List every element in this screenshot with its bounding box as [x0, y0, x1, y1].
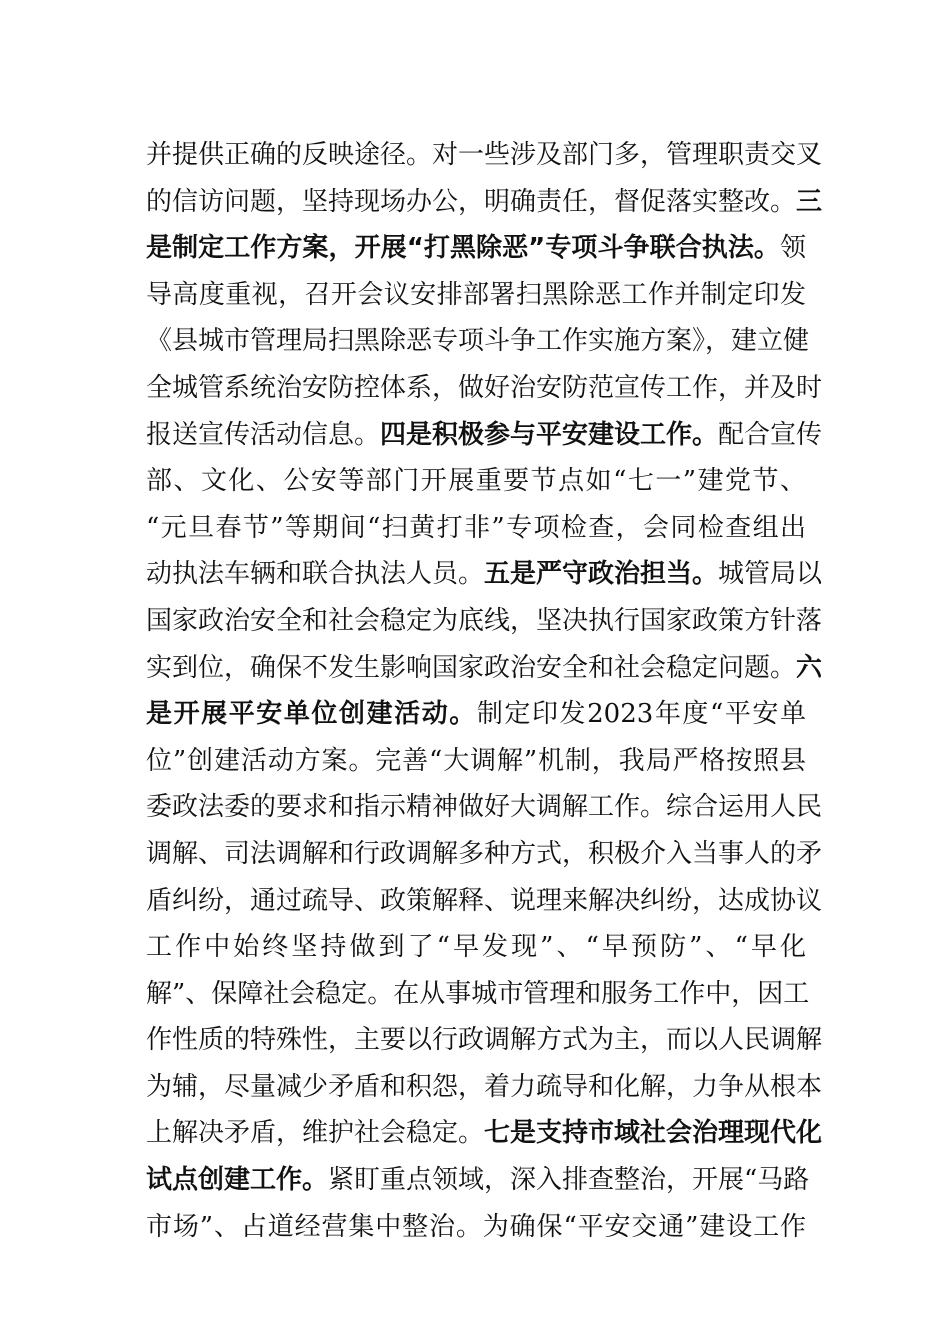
- text-segment: 配合宣传: [718, 419, 823, 450]
- text-segment: 国家政治安全和社会稳定为底线，坚决执行国家政策方针落: [146, 605, 823, 636]
- text-segment: 为辅，尽量减少矛盾和积怨，着力疏导和化解，力争从根本: [146, 1071, 823, 1102]
- text-line: [146, 645, 823, 692]
- text-line: [146, 365, 823, 412]
- text-line: [146, 784, 823, 831]
- text-segment: 的信访问题，坚持现场办公，明确责任，督促落实整改。: [146, 186, 797, 217]
- text-segment: 作性质的特殊性，主要以行政调解方式为主，而以人民调解: [146, 1025, 823, 1056]
- text-segment: 并提供正确的反映途径。对一些涉及部门多，管理职责交叉: [146, 140, 823, 170]
- text-segment: 报送宣传活动信息。: [146, 419, 381, 450]
- text-segment: 调解、司法调解和行政调解多种方式，积极介入当事人的矛: [146, 838, 823, 869]
- text-segment: 市场”、占道经营集中整治。为确保“平安交通”建设工作: [146, 1211, 806, 1242]
- text-line: [146, 458, 806, 505]
- text-segment: 动执法车辆和联合执法人员。: [146, 559, 485, 590]
- text-line: [146, 318, 810, 365]
- bold-text-segment: 七是支持市域社会治理现代化: [484, 1118, 823, 1149]
- text-segment: 导高度重视，召开会议安排部署扫黑除恶工作并制定印发: [146, 279, 806, 310]
- text-line: [146, 272, 806, 319]
- text-segment: 实到位，确保不发生影响国家政治安全和社会稳定问题。: [146, 652, 797, 683]
- bold-text-segment: 试点创建工作。: [146, 1165, 329, 1196]
- text-segment: 工作中始终坚持做到了“早发现”、“早预防”、“早化: [146, 932, 806, 963]
- text-line: [146, 1157, 810, 1204]
- text-segment: “元旦春节”等期间“扫黄打非”专项检查，会同检查组出: [146, 512, 806, 543]
- bold-text-segment: 是开展平安单位创建活动。: [146, 699, 477, 730]
- bold-text-segment: 五是严守政治担当。: [484, 559, 719, 590]
- text-line: [146, 1017, 823, 1064]
- text-line: [146, 1204, 806, 1251]
- text-line: [146, 831, 823, 878]
- text-line: [146, 598, 823, 645]
- text-line: [146, 971, 810, 1018]
- text-segment: 《县城市管理局扫黑除恶专项斗争工作实施方案》，建立健: [146, 326, 810, 357]
- text-line: [146, 412, 823, 459]
- text-segment: 盾纠纷，通过疏导、政策解释、说理来解决纠纷，达成协议: [146, 885, 823, 916]
- text-line: [146, 924, 806, 971]
- text-line: [146, 179, 823, 226]
- text-line: [146, 878, 823, 925]
- text-segment: 紧盯重点领域，深入排查整治，开展“马路: [328, 1165, 810, 1196]
- bold-text-segment: 三: [796, 186, 823, 217]
- text-segment: 领: [779, 233, 806, 264]
- text-line: [146, 551, 823, 598]
- text-line: [146, 225, 806, 272]
- text-segment: 城管局以: [718, 559, 823, 590]
- text-line: [146, 132, 823, 179]
- text-line: [146, 1110, 823, 1157]
- text-line: [146, 691, 806, 738]
- bold-text-segment: 六: [796, 652, 823, 683]
- text-segment: 位”创建活动方案。完善“大调解”机制，我局严格按照县: [146, 745, 806, 776]
- text-segment: 委政法委的要求和指示精神做好大调解工作。综合运用人民: [146, 792, 823, 823]
- body-text: [146, 132, 823, 1250]
- text-segment: 全城管系统治安防控体系，做好治安防范宣传工作，并及时: [146, 372, 823, 403]
- text-segment: 解”、保障社会稳定。在从事城市管理和服务工作中，因工: [146, 978, 810, 1009]
- bold-text-segment: 是制定工作方案，开展“打黑除恶”专项斗争联合执法。: [146, 233, 780, 264]
- text-line: [146, 738, 806, 785]
- text-line: [146, 505, 806, 552]
- text-segment: 制定印发2023年度“平安单: [476, 699, 806, 730]
- bold-text-segment: 四是积极参与平安建设工作。: [380, 419, 719, 450]
- text-line: [146, 1064, 823, 1111]
- text-segment: 上解决矛盾，维护社会稳定。: [146, 1118, 485, 1149]
- text-segment: 部、文化、公安等部门开展重要节点如“七一”建党节、: [146, 466, 806, 497]
